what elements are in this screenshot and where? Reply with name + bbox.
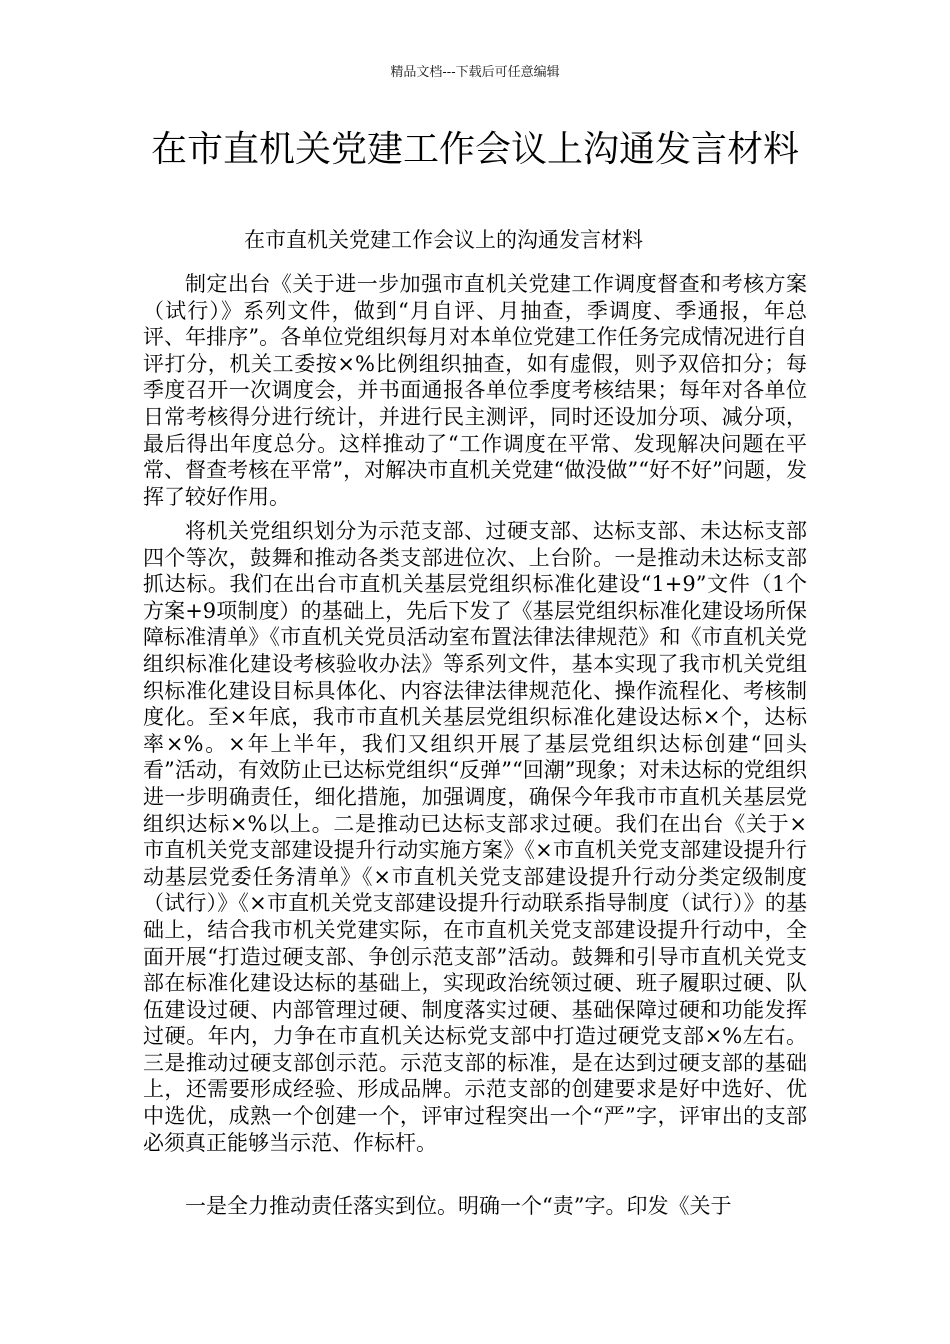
header-note: 精品文档---下载后可任意编辑	[390, 65, 560, 80]
body-paragraph: 制定出台《关于进一步加强市直机关党建工作调度督查和考核方案（试行）》系列文件，做到“月自评、月抽查，季调度、季通报，年总评、年排序”。各单位党组织每月对本单位党建工作任务完成情况进行自评打分，机关工委按×%比例组织抽查，如有虚假，则予双倍扣分；每季度召开一次调度会，并书面通报各单位季度考核结果；每年对各单位日常考核得分进行统计，并进行民主测评，同时还设加分项、减分项，最后得出年度总分。这样推动了“工作调度在平常、发现解决问题在平常、督查考核在平常”，对解决市直机关党建“做没做”“好不好”问题，发挥了较好作用。	[143, 272, 807, 509]
document-subtitle: 在市直机关党建工作会议上的沟通发言材料	[244, 228, 643, 252]
body-paragraph: 一是全力推动责任落实到位。明确一个“责”字。印发《关于	[185, 1194, 732, 1218]
body-paragraph: 将机关党组织划分为示范支部、过硬支部、达标支部、未达标支部四个等次，鼓舞和推动各类支部进位次、上台阶。一是推动未达标支部抓达标。我们在出台市直机关基层党组织标准化建设“1+9”文件（1个方案+9项制度）的基础上，先后下发了《基层党组织标准化建设场所保障标准清单》《市直机关党员活动室布置法律法律规范》和《市直机关党组织标准化建设考核验收办法》等系列文件，基本实现了我市机关党组织标准化建设目标具体化、内容法律法律规范化、操作流程化、考核制度化。至×年底，我市市直机关基层党组织标准化建设达标×个，达标率×%。×年上半年，我们又组织开展了基层党组织达标创建“回头看”活动，有效防止已达标党组织“反弹”“回潮”现象；对未达标的党组织进一步明确责任，细化措施，加强调度，确保今年我市市直机关基层党组织达标×%以上。二是推动已达标支部求过硬。我们在出台《关于×市直机关党支部建设提升行动实施方案》《×市直机关党支部建设提升行动基层党委任务清单》《×市直机关党支部建设提升行动分类定级制度（试行）》《×市直机关党支部建设提升行动联系指导制度（试行）》的基础上，结合我市机关党建实际，在市直机关党支部建设提升行动中，全面开展“打造过硬支部、争创示范支部”活动。鼓舞和引导市直机关党支部在标准化建设达标的基础上，实现政治统领过硬、班子履职过硬、队伍建设过硬、内部管理过硬、制度落实过硬、基础保障过硬和功能发挥过硬。年内，力争在市直机关达标党支部中打造过硬党支部×%左右。三是推动过硬支部创示范。示范支部的标准，是在达到过硬支部的基础上，还需要形成经验、形成品牌。示范支部的创建要求是好中选好、优中选优，成熟一个创建一个，评审过程突出一个“严”字，评审出的支部必须真正能够当示范、作标杆。	[143, 519, 807, 1155]
document-title: 在市直机关党建工作会议上沟通发言材料	[150, 129, 799, 170]
